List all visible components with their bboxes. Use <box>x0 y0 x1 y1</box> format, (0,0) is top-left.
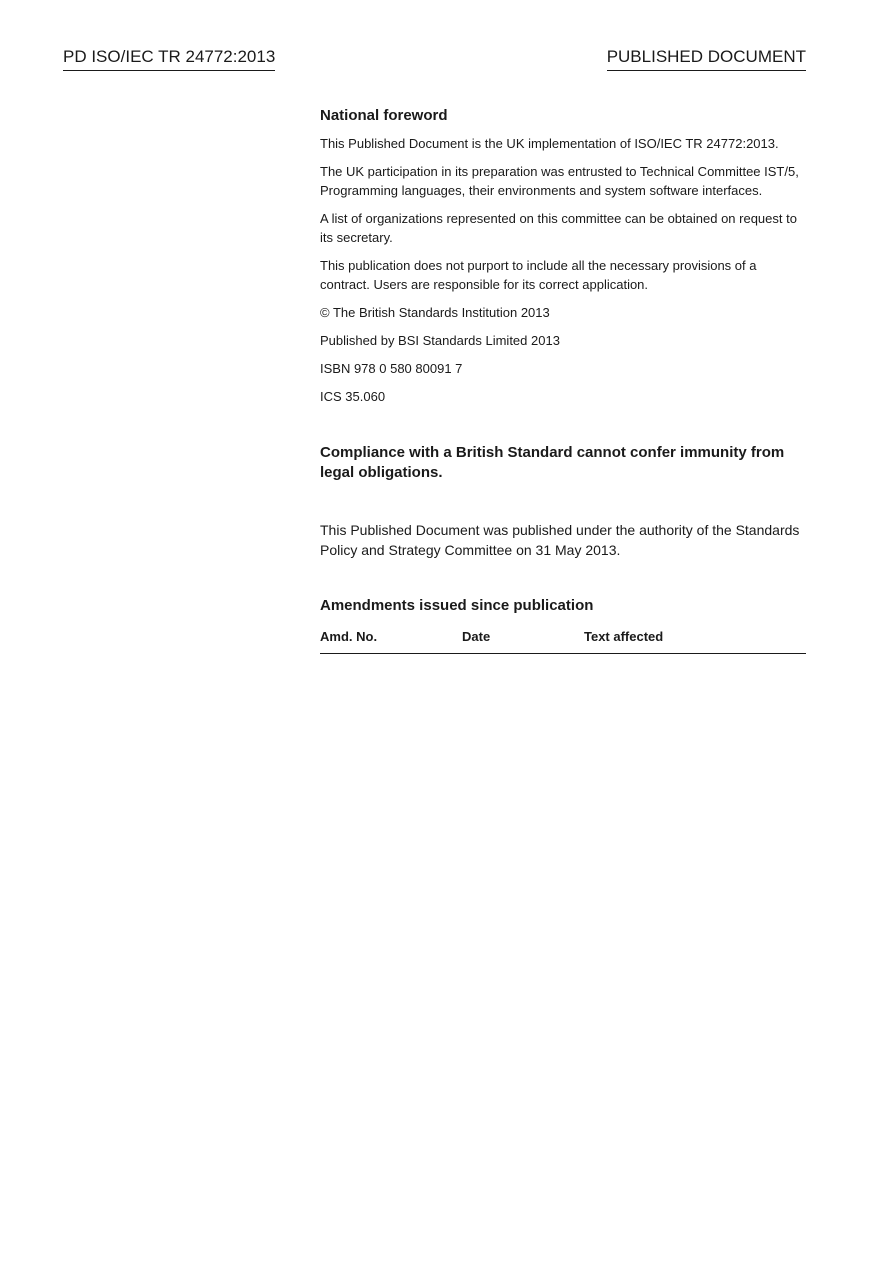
column-header-date: Date <box>462 629 491 644</box>
amendments-heading: Amendments issued since publication <box>320 597 594 614</box>
foreword-heading: National foreword <box>320 107 448 124</box>
document-type: PUBLISHED DOCUMENT <box>607 46 806 71</box>
main-content <box>320 106 806 654</box>
foreword-paragraph: This Published Document is the UK implementation of ISO/IEC TR 24772:2013. <box>320 136 779 151</box>
authority-statement: This Published Document was published under the authority of the Standards Policy and Strategy Committee on 31 May 2013. <box>320 522 800 558</box>
ics-line: ICS 35.060 <box>320 389 386 404</box>
foreword-paragraph: The UK participation in its preparation was entrusted to Technical Committee IST/5, Programming languages, their environments and system software interfaces. <box>320 164 799 198</box>
foreword-paragraph: A list of organizations represented on this committee can be obtained on request to its secretary. <box>320 211 797 245</box>
foreword-paragraph: This publication does not purport to include all the necessary provisions of a contract. Users are responsible for its correct application. <box>320 258 757 292</box>
column-header-text-affected: Text affected <box>584 629 664 644</box>
copyright-line: © The British Standards Institution 2013 <box>320 305 550 320</box>
compliance-notice: Compliance with a British Standard cannot confer immunity from legal obligations. <box>320 444 785 481</box>
publisher-line: Published by BSI Standards Limited 2013 <box>320 333 560 348</box>
document-id: PD ISO/IEC TR 24772:2013 <box>63 46 275 71</box>
amendments-table-header <box>320 628 806 654</box>
isbn-line: ISBN 978 0 580 80091 7 <box>320 361 463 376</box>
column-header-amd-no: Amd. No. <box>320 629 378 644</box>
